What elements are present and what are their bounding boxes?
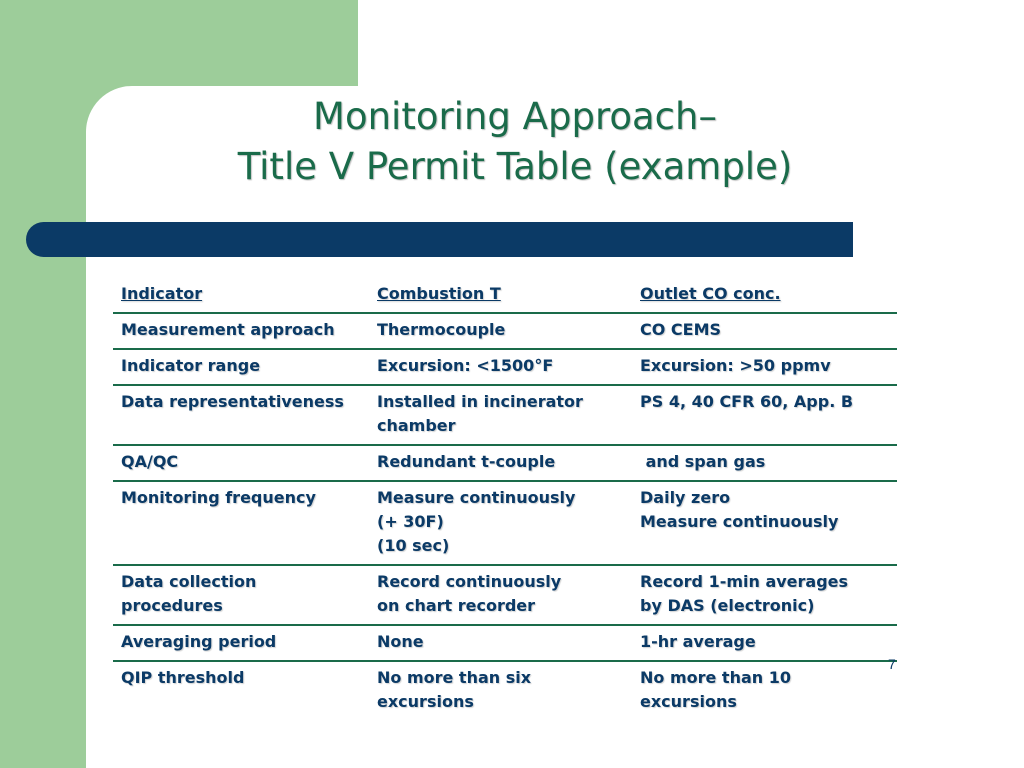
table-cell <box>113 318 369 342</box>
table-cell <box>369 450 632 474</box>
cell-line: Record 1-min averages <box>640 572 849 591</box>
cell-line: Monitoring frequency <box>121 488 316 507</box>
table-cell <box>369 390 632 438</box>
cell-line: Data representativeness <box>121 392 344 411</box>
table-cell <box>113 630 369 654</box>
table-row <box>113 314 897 350</box>
table-cell <box>632 666 897 714</box>
cell-line: Installed in incinerator <box>377 392 583 411</box>
table-cell <box>632 390 897 438</box>
cell-line: Data collection <box>121 572 257 591</box>
header-indicator: Indicator <box>121 284 203 303</box>
cell-line: and span gas <box>640 452 766 471</box>
cell-line: Thermocouple <box>377 320 506 339</box>
cell-line: No more than 10 <box>640 668 791 687</box>
table-cell <box>113 354 369 378</box>
cell-line: PS 4, 40 CFR 60, App. B <box>640 392 854 411</box>
page-number: 7 <box>888 656 896 672</box>
table-row <box>113 446 897 482</box>
table-cell <box>113 570 369 618</box>
cell-line: chamber <box>377 416 456 435</box>
table-row <box>113 482 897 566</box>
table-cell <box>369 666 632 714</box>
table-cell <box>632 630 897 654</box>
table-row <box>113 566 897 626</box>
table-cell <box>632 570 897 618</box>
table-cell <box>369 486 632 558</box>
cell-line: on chart recorder <box>377 596 536 615</box>
table-row <box>113 386 897 446</box>
cell-line: Excursion: <1500°F <box>377 356 554 375</box>
background-white-top <box>358 0 1024 86</box>
cell-line: excursions <box>377 692 474 711</box>
table-row <box>113 626 897 662</box>
table-cell <box>369 630 632 654</box>
table-cell <box>113 486 369 558</box>
table-cell <box>632 354 897 378</box>
table-cell <box>113 450 369 474</box>
table-row <box>113 350 897 386</box>
cell-line: procedures <box>121 596 223 615</box>
table-cell <box>113 390 369 438</box>
header-outlet-co: Outlet CO conc. <box>640 284 781 303</box>
cell-line: Daily zero <box>640 488 731 507</box>
cell-line: QA/QC <box>121 452 179 471</box>
cell-line: Record continuously <box>377 572 562 591</box>
cell-line: (+ 30F) <box>377 512 444 531</box>
table-cell <box>632 486 897 558</box>
cell-line: None <box>377 632 424 651</box>
cell-line: 1-hr average <box>640 632 756 651</box>
table-cell <box>632 318 897 342</box>
cell-line: Indicator range <box>121 356 261 375</box>
cell-line: QIP threshold <box>121 668 245 687</box>
cell-line: by DAS (electronic) <box>640 596 815 615</box>
background-green-strip <box>0 0 86 768</box>
cell-line: excursions <box>640 692 737 711</box>
table-cell <box>113 666 369 714</box>
table-cell <box>369 318 632 342</box>
permit-table <box>113 278 897 720</box>
cell-line: Redundant t-couple <box>377 452 556 471</box>
table-cell <box>369 354 632 378</box>
table-cell <box>369 570 632 618</box>
slide-title <box>100 92 930 192</box>
table-row <box>113 662 897 720</box>
slide-title-line-2: Title V Permit Table (example) <box>237 145 793 188</box>
cell-line: Measure continuously <box>377 488 576 507</box>
header-combustion-t: Combustion T <box>377 284 501 303</box>
cell-line: Excursion: >50 ppmv <box>640 356 831 375</box>
cell-line: Averaging period <box>121 632 277 651</box>
cell-line: Measurement approach <box>121 320 335 339</box>
cell-line: No more than six <box>377 668 532 687</box>
cell-line: (10 sec) <box>377 536 450 555</box>
table-cell <box>632 450 897 474</box>
slide-title-line-1: Monitoring Approach– <box>313 95 717 138</box>
title-divider-bar <box>26 222 853 257</box>
table-header-row <box>113 278 897 314</box>
cell-line: CO CEMS <box>640 320 722 339</box>
cell-line: Measure continuously <box>640 512 839 531</box>
